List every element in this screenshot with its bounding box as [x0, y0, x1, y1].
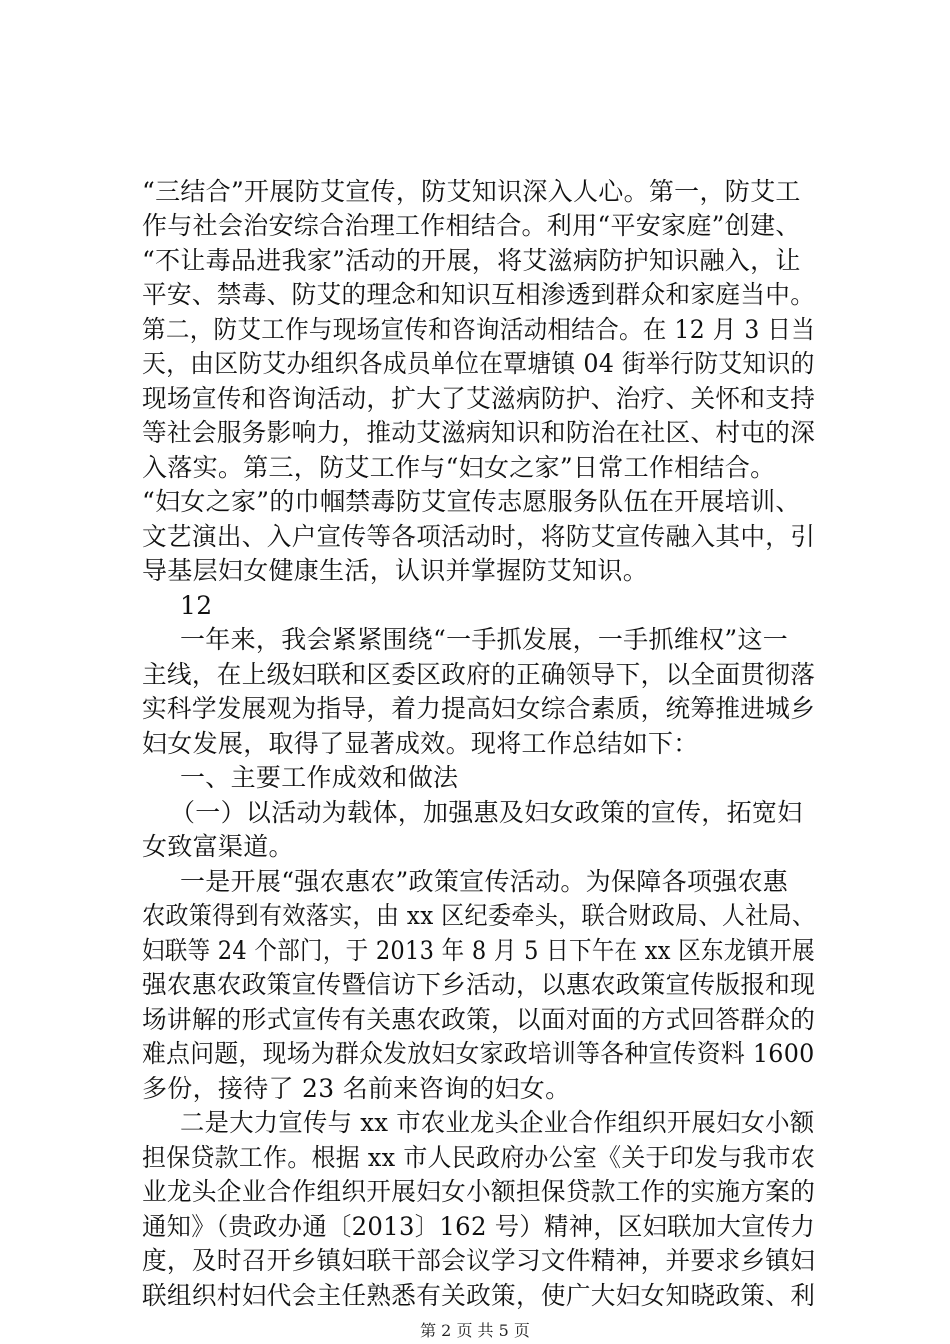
section-heading: 一、主要工作成效和做法: [180, 763, 459, 792]
text-line: 一年来，我会紧紧围绕“一手抓发展，一手抓维权”这一: [180, 625, 789, 654]
subsection-heading: （一）以活动为载体，加强惠及妇女政策的宣传，拓宽妇: [170, 798, 803, 827]
text-line: 业龙头企业合作组织开展妇女小额担保贷款工作的实施方案的: [142, 1177, 816, 1206]
text-line: 作与社会治安综合治理工作相结合。利用“平安家庭”创建、: [142, 211, 801, 240]
text-line: 文艺演出、入户宣传等各项活动时，将防艾宣传融入其中，引: [142, 522, 816, 551]
text-line: “三结合”开展防艾宣传，防艾知识深入人心。第一，防艾工: [142, 177, 801, 206]
text-line: 联组织村妇代会主任熟悉有关政策，使广大妇女知晓政策、利: [142, 1281, 816, 1310]
page-footer: 第 2 页 共 5 页: [420, 1321, 530, 1340]
text-line: 主线，在上级妇联和区委区政府的正确领导下，以全面贯彻落: [142, 660, 816, 689]
text-line: 多份，接待了 23 名前来咨询的妇女。: [142, 1074, 571, 1103]
text-line: 入落实。第三，防艾工作与“妇女之家”日常工作相结合。: [142, 453, 776, 482]
text-line: 担保贷款工作。根据 xx 市人民政府办公室《关于印发与我市农: [142, 1143, 816, 1172]
text-line: 妇女发展，取得了显著成效。现将工作总结如下：: [142, 729, 699, 758]
text-line: “妇女之家”的巾帼禁毒防艾宣传志愿服务队伍在开展培训、: [142, 487, 801, 516]
text-line: 难点问题，现场为群众发放妇女家政培训等各种宣传资料 1600: [142, 1039, 815, 1068]
text-line: 现场宣传和咨询活动，扩大了艾滋病防护、治疗、关怀和支持: [142, 384, 816, 413]
text-line: 天，由区防艾办组织各成员单位在覃塘镇 04 街举行防艾知识的: [142, 349, 815, 378]
text-line: 场讲解的形式宣传有关惠农政策，以面对面的方式回答群众的: [142, 1005, 816, 1034]
text-line: 妇联等 24 个部门，于 2013 年 8 月 5 日下午在 xx 区东龙镇开展: [142, 936, 815, 965]
text-line: 度，及时召开乡镇妇联干部会议学习文件精神，并要求乡镇妇: [142, 1246, 816, 1275]
text-line: 通知》（贵政办通〔2013〕162 号）精神，区妇联加大宣传力: [142, 1212, 816, 1241]
text-line: 一是开展“强农惠农”政策宣传活动。为保障各项强农惠: [180, 867, 789, 896]
text-line: 实科学发展观为指导，着力提高妇女综合素质，统筹推进城乡: [142, 694, 816, 723]
text-line: 女致富渠道。: [142, 832, 294, 861]
text-line: “不让毒品进我家”活动的开展，将艾滋病防护知识融入，让: [142, 246, 801, 275]
text-line: 农政策得到有效落实，由 xx 区纪委牵头，联合财政局、人社局、: [142, 901, 816, 930]
section-number: 12: [180, 591, 213, 620]
text-line: 等社会服务影响力，推动艾滋病知识和防治在社区、村屯的深: [142, 418, 816, 447]
text-line: 平安、禁毒、防艾的理念和知识互相渗透到群众和家庭当中。: [142, 280, 816, 309]
text-line: 导基层妇女健康生活，认识并掌握防艾知识。: [142, 556, 649, 585]
text-line: 第二，防艾工作与现场宣传和咨询活动相结合。在 12 月 3 日当: [142, 315, 816, 344]
text-line: 强农惠农政策宣传暨信访下乡活动，以惠农政策宣传版报和现: [142, 970, 816, 999]
text-line: 二是大力宣传与 xx 市农业龙头企业合作组织开展妇女小额: [180, 1108, 815, 1137]
